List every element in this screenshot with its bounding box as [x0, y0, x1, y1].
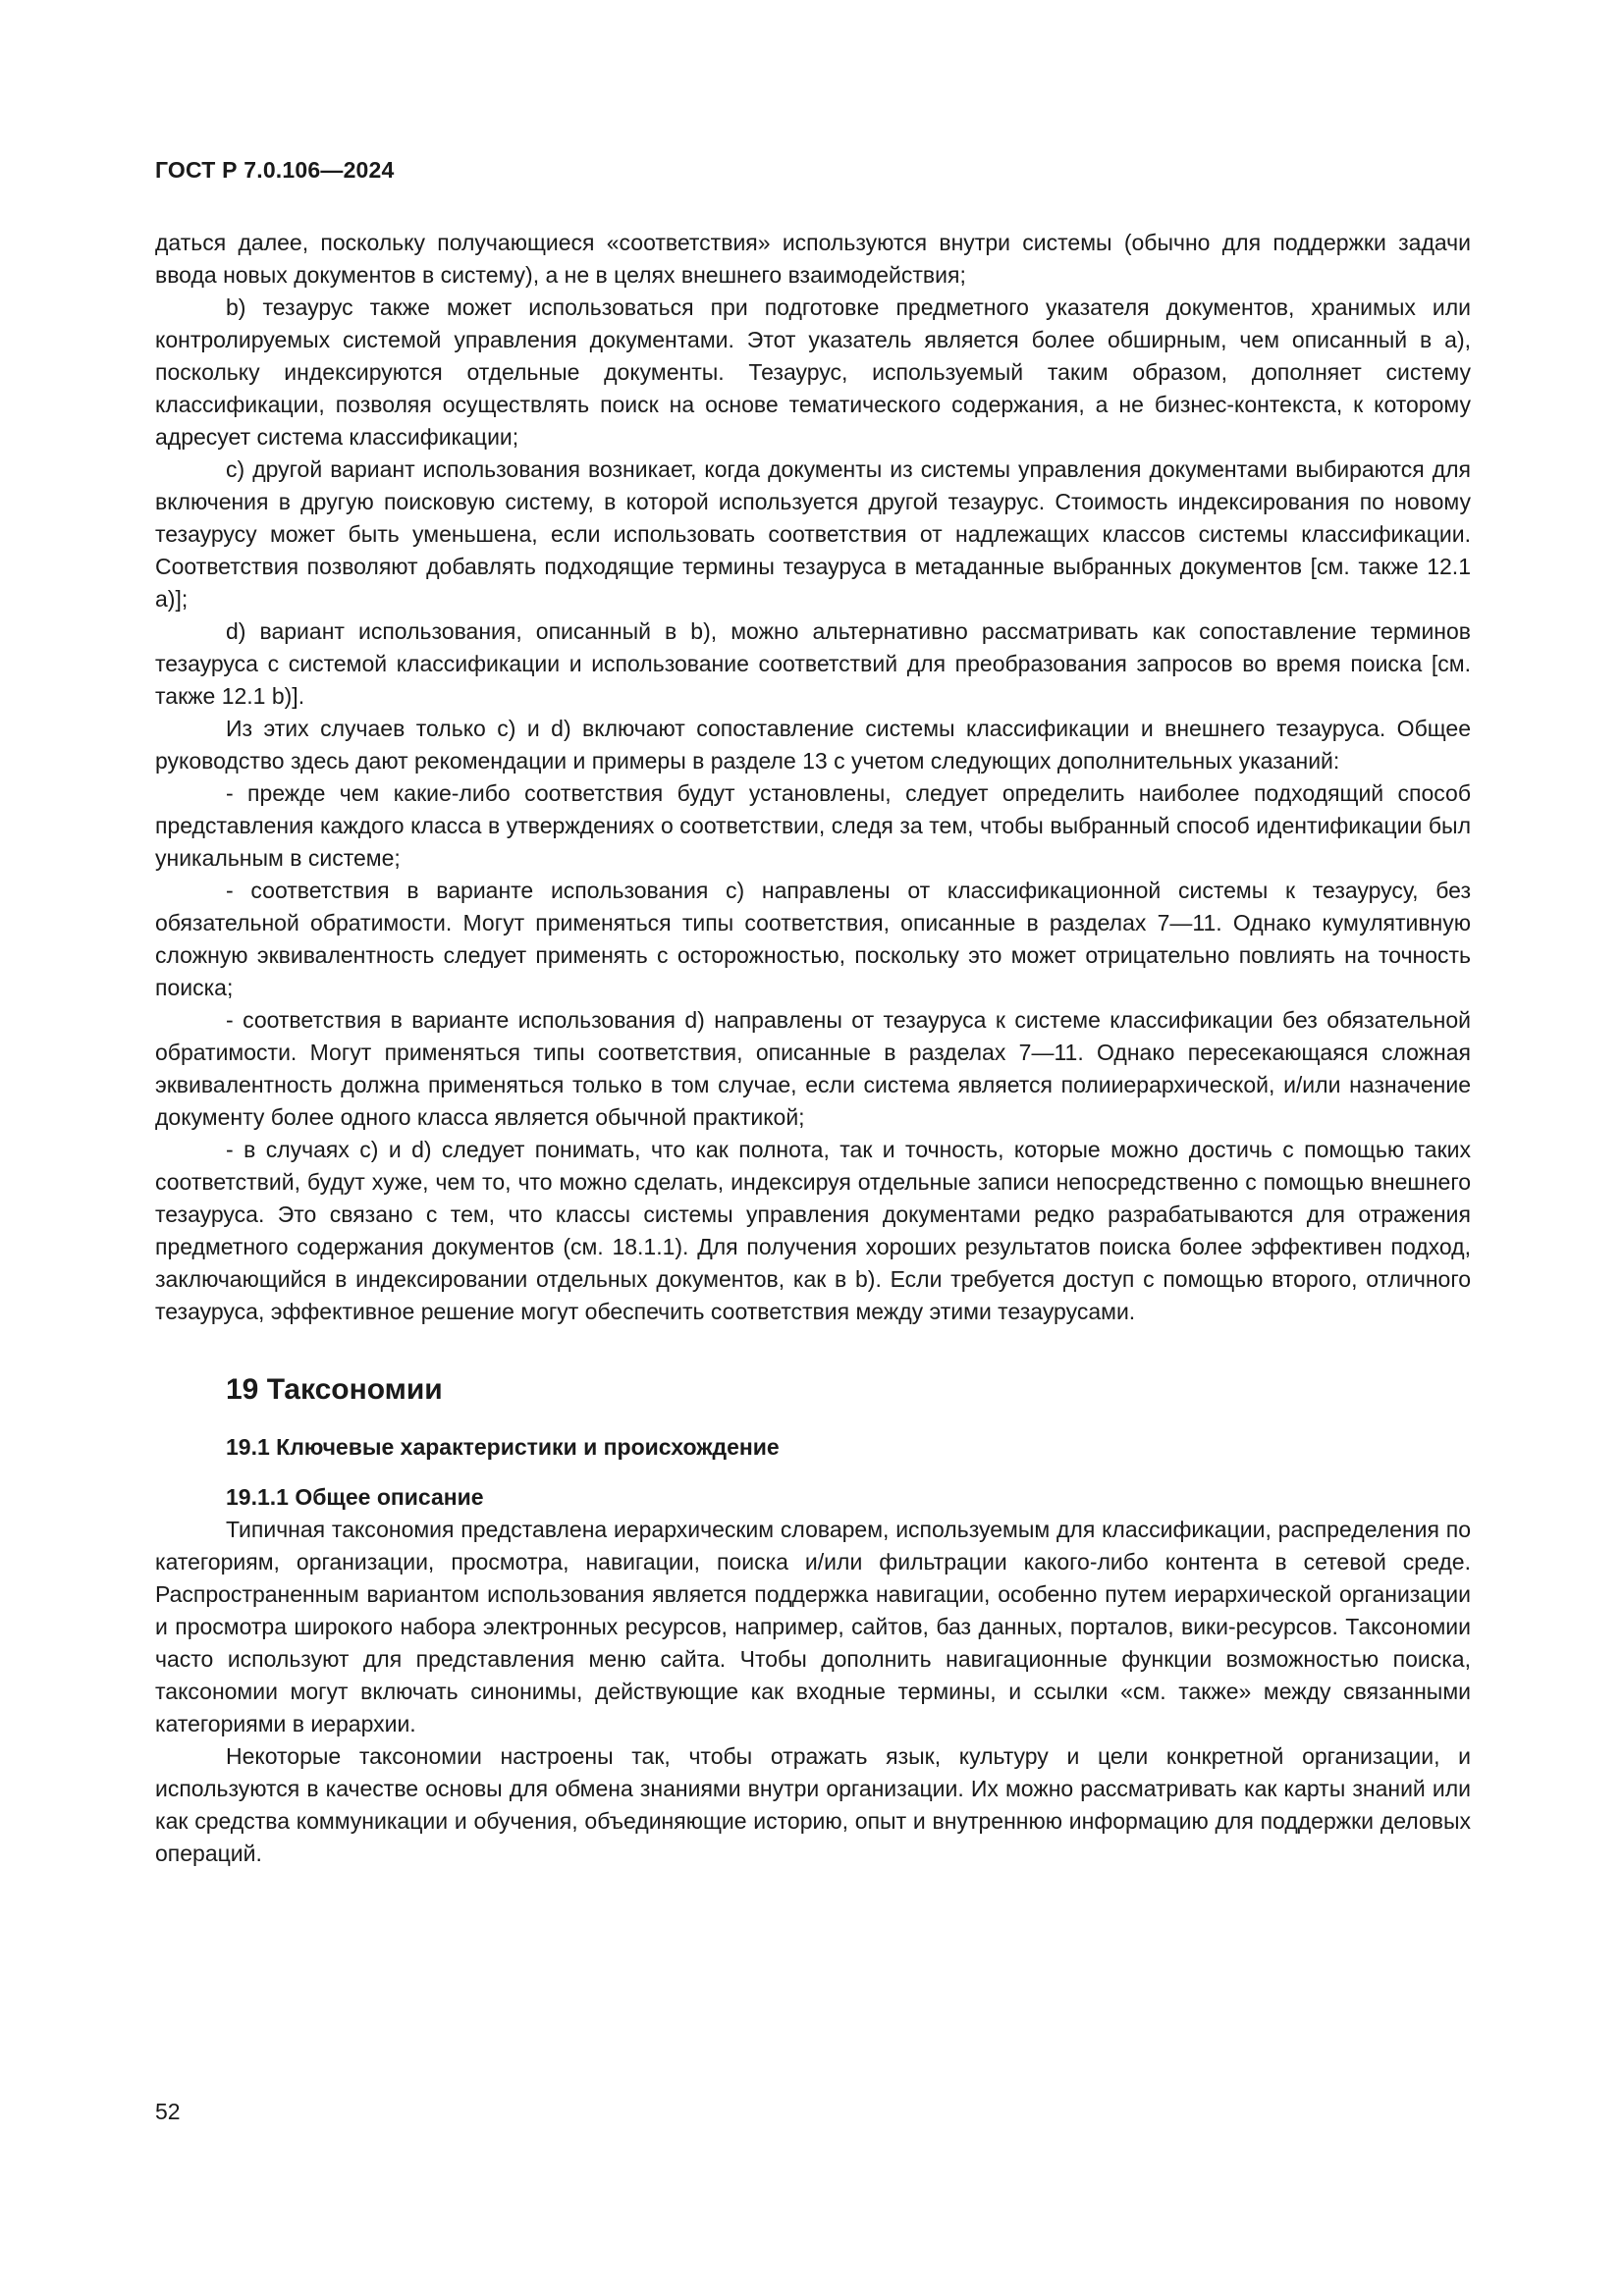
body-paragraph: Типичная таксономия представлена иерархическим словарем, используемым для классификации, распределения по категориям, организации, просмотра, навигации, поиска и/или фильтрации какого-либо контента в сетевой среде. Распространенным вариантом использования является поддержка навигации, особенно путем иерархической организации и просмотра широкого набора электронных ресурсов, например, сайтов, баз данных, порталов, вики-ресурсов. Таксономии часто используют для представления меню сайта. Чтобы дополнить навигационные функции возможностью поиска, таксономии могут включать синонимы, действующие как входные термины, и ссылки «см. также» между связанными категориями в иерархии.: [155, 1517, 1471, 1736]
list-item: - в случаях c) и d) следует понимать, что как полнота, так и точность, которые можно достичь с помощью таких соответствий, будут хуже, чем то, что можно сделать, индексируя отдельные записи непосредственно с помощью внешнего тезауруса. Это связано с тем, что классы системы управления документами редко разрабатываются для отражения предметного содержания документов (см. 18.1.1). Для получения хороших результатов поиска более эффективен подход, заключающийся в индексировании отдельных документов, как в b). Если требуется доступ с помощью второго, отличного тезауруса, эффективное решение могут обеспечить соответствия между этими тезаурусами.: [155, 1137, 1471, 1324]
body-paragraph: даться далее, поскольку получающиеся «соответствия» используются внутри системы (обычно для поддержки задачи ввода новых документов в систему), а не в целях внешнего взаимодействия;: [155, 230, 1471, 288]
list-item: - соответствия в варианте использования c) направлены от классификационной системы к тезаурусу, без обязательной обратимости. Могут применяться типы соответствия, описанные в разделах 7—11. Однако кумулятивную сложную эквивалентность следует применять с осторожностью, поскольку это может отрицательно повлиять на точность поиска;: [155, 878, 1471, 1000]
body-paragraph: d) вариант использования, описанный в b), можно альтернативно рассматривать как сопоставление терминов тезауруса с системой классификации и использование соответствий для преобразования запросов во время поиска [см. также 12.1 b)].: [155, 618, 1471, 709]
page-number: 52: [155, 2099, 181, 2124]
subsubsection-heading: 19.1.1 Общее описание: [226, 1484, 484, 1510]
document-header: ГОСТ Р 7.0.106—2024: [155, 157, 395, 183]
list-item: - прежде чем какие-либо соответствия будут установлены, следует определить наиболее подходящий способ представления каждого класса в утверждениях о соответствии, следя за тем, чтобы выбранный способ идентификации был уникальным в системе;: [155, 780, 1471, 871]
section-heading: 19 Таксономии: [226, 1373, 443, 1406]
body-paragraph: Некоторые таксономии настроены так, чтобы отражать язык, культуру и цели конкретной организации, и используются в качестве основы для обмена знаниями внутри организации. Их можно рассматривать как карты знаний или как средства коммуникации и обучения, объединяющие историю, опыт и внутреннюю информацию для поддержки деловых операций.: [155, 1743, 1471, 1866]
subsection-heading: 19.1 Ключевые характеристики и происхождение: [226, 1434, 780, 1460]
list-item: - соответствия в варианте использования d) направлены от тезауруса к системе классификации без обязательной обратимости. Могут применяться типы соответствия, описанные в разделах 7—11. Однако пересекающаяся сложная эквивалентность должна применяться только в том случае, если система является полииерархической, и/или назначение документу более одного класса является обычной практикой;: [155, 1007, 1471, 1130]
body-paragraph: c) другой вариант использования возникает, когда документы из системы управления документами выбираются для включения в другую поисковую систему, в которой используется другой тезаурус. Стоимость индексирования по новому тезаурусу может быть уменьшена, если использовать соответствия от надлежащих классов системы классификации. Соответствия позволяют добавлять подходящие термины тезауруса в метаданные выбранных документов [см. также 12.1 а)];: [155, 456, 1471, 612]
body-paragraph: b) тезаурус также может использоваться при подготовке предметного указателя документов, хранимых или контролируемых системой управления документами. Этот указатель является более обширным, чем описанный в а), поскольку индексируются отдельные документы. Тезаурус, используемый таким образом, дополняет систему классификации, позволяя осуществлять поиск на основе тематического содержания, а не бизнес-контекста, к которому адресует система классификации;: [155, 294, 1471, 450]
document-body: [155, 227, 1471, 1870]
body-paragraph: Из этих случаев только c) и d) включают сопоставление системы классификации и внешнего тезауруса. Общее руководство здесь дают рекомендации и примеры в разделе 13 с учетом следующих дополнительных указаний:: [155, 716, 1471, 774]
